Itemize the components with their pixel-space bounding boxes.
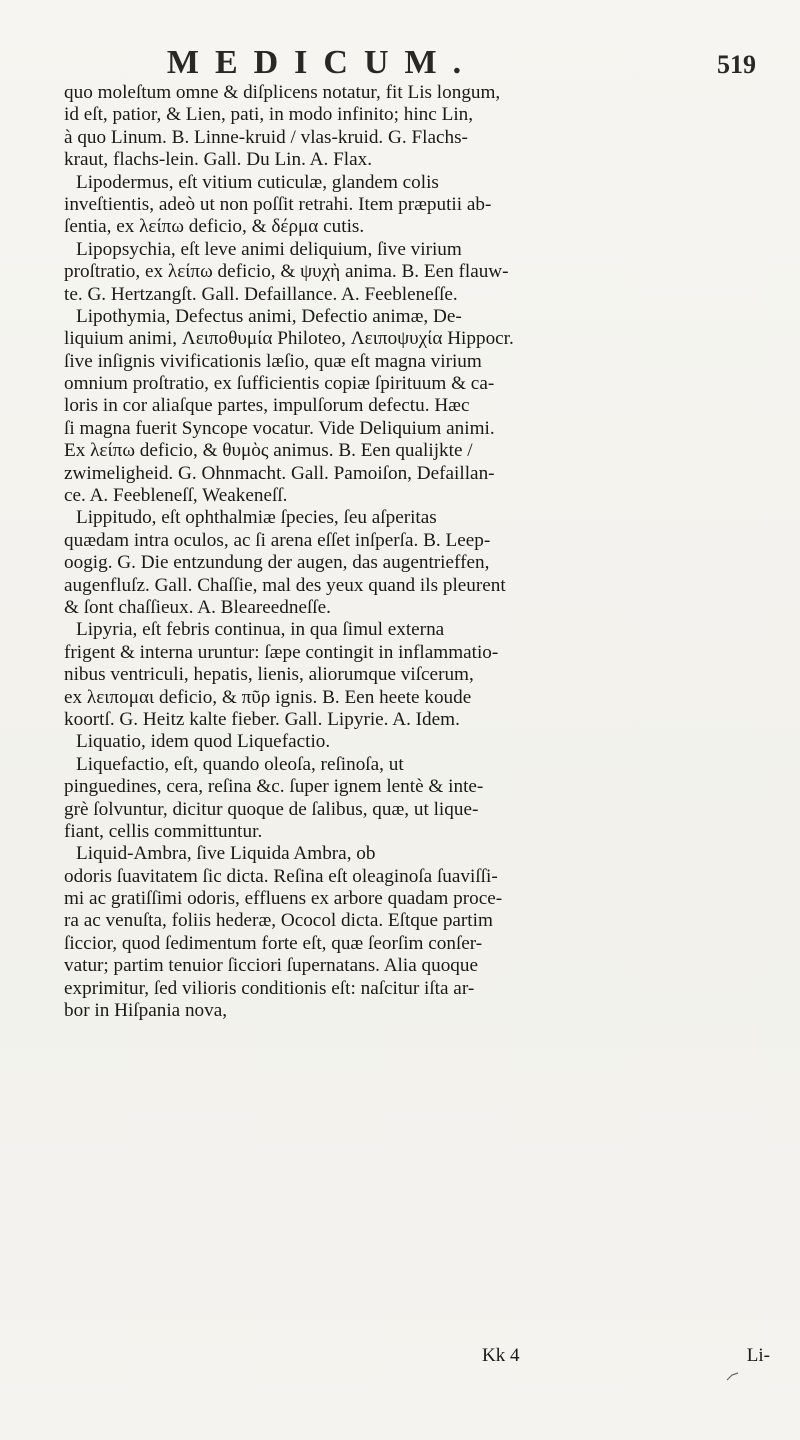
text-line: zwimeligheid. G. Ohnmacht. Gall. Pamoiſon, Defaillan- bbox=[64, 462, 495, 484]
text-line: nibus ventriculi, hepatis, lienis, aliorumque viſcerum, bbox=[64, 664, 474, 686]
text-line: oogig. G. Die entzundung der augen, das augentrieffen, bbox=[64, 552, 490, 574]
text-line: ſentia, ex λείπω deficio, & δέρμα cutis. bbox=[64, 216, 365, 238]
text-line: grè ſolvuntur, dicitur quoque de ſalibus, quæ, ut lique- bbox=[64, 798, 479, 820]
signature-mark: Kk 4 bbox=[482, 1345, 520, 1366]
text-line: inveſtientis, adeò ut non poſſit retrahi. Item præputii ab- bbox=[64, 193, 492, 215]
text-line: Ex λείπω deficio, & θυμὸς animus. B. Een qualijkte / bbox=[64, 440, 473, 462]
entry-liquatio: Liquatio, idem quod Liquefactio. bbox=[76, 731, 331, 753]
text-line: id eſt, patior, & Lien, pati, in modo infinito; hinc Lin, bbox=[64, 104, 474, 126]
text-line: fiant, cellis committuntur. bbox=[64, 820, 263, 842]
entry-lipyria: Lipyria, eſt febris continua, in qua ſimul externa bbox=[76, 619, 445, 641]
text-line: koortſ. G. Heitz kalte fieber. Gall. Lipyrie. A. Idem. bbox=[64, 708, 460, 730]
dictionary-text-column bbox=[64, 82, 770, 1332]
text-line: & ſont chaſſieux. A. Bleareedneſſe. bbox=[64, 596, 331, 618]
text-line: ſiccior, quod ſedimentum forte eſt, quæ ſeorſim conſer- bbox=[64, 932, 483, 954]
text-line: omnium proſtratio, ex ſufficientis copiæ ſpirituum & ca- bbox=[64, 373, 495, 395]
text-line: liquium animi, Λειποθυμία Philoteo, Λειποψυχία Hippocr. bbox=[64, 328, 514, 350]
text-line: augenfluſz. Gall. Chaſſie, mal des yeux quand ils pleurent bbox=[64, 574, 506, 596]
entry-lipothymia: Lipothymia, Defectus animi, Defectio animæ, De- bbox=[76, 305, 462, 327]
page-number: 519 bbox=[717, 50, 756, 79]
running-head: MEDICUM. bbox=[166, 44, 478, 81]
text-line: ce. A. Feebleneſſ, Weakeneſſ. bbox=[64, 485, 288, 507]
text-line: ſi magna fuerit Syncope vocatur. Vide Deliquium animi. bbox=[64, 417, 495, 439]
text-line: à quo Linum. B. Linne-kruid / vlas-kruid. G. Flachs- bbox=[64, 126, 468, 148]
page-footer bbox=[64, 1345, 770, 1369]
text-line: bor in Hiſpania nova, bbox=[64, 1000, 228, 1022]
entry-liquid-ambra: Liquid-Ambra, ſive Liquida Ambra, ob bbox=[76, 843, 376, 865]
text-line: loris in cor aliaſque partes, impulſorum defectu. Hæc bbox=[64, 395, 470, 417]
text-line: quo moleſtum omne & diſplicens notatur, fit Lis longum, bbox=[64, 82, 501, 103]
entry-lipodermus: Lipodermus, eſt vitium cuticulæ, glandem colis bbox=[76, 171, 439, 193]
text-line: ra ac venuſta, foliis hederæ, Ococol dicta. Eſtque partim bbox=[64, 910, 493, 932]
entry-lipopsychia: Lipopsychia, eſt leve animi deliquium, ſive virium bbox=[76, 238, 462, 260]
text-line: ſive inſignis vivificationis læſio, quæ eſt magna virium bbox=[64, 350, 482, 372]
text-line: quædam intra oculos, ac ſi arena eſſet inſperſa. B. Leep- bbox=[64, 529, 491, 551]
page-header bbox=[0, 44, 800, 84]
text-line: mi ac gratiſſimi odoris, effluens ex arbore quadam proce- bbox=[64, 888, 503, 910]
catchword: Li- bbox=[746, 1345, 770, 1366]
text-line: exprimitur, ſed vilioris conditionis eſt: naſcitur iſta ar- bbox=[64, 977, 475, 999]
text-line: vatur; partim tenuior ſicciori ſupernatans. Alia quoque bbox=[64, 955, 479, 977]
text-line: proſtratio, ex λείπω deficio, & ψυχὴ anima. B. Een flauw- bbox=[64, 261, 509, 283]
entry-liquefactio: Liquefactio, eſt, quando oleoſa, reſinoſa, ut bbox=[76, 753, 404, 775]
text-line: kraut, flachs-lein. Gall. Du Lin. A. Flax. bbox=[64, 149, 373, 171]
text-line: pinguedines, cera, reſina &c. ſuper ignem lentè & inte- bbox=[64, 776, 484, 798]
text-line: te. G. Hertzangſt. Gall. Defaillance. A. Feebleneſſe. bbox=[64, 283, 458, 305]
entry-lippitudo: Lippitudo, eſt ophthalmiæ ſpecies, ſeu aſperitas bbox=[76, 507, 437, 529]
text-line: odoris ſuavitatem ſic dicta. Reſina eſt oleaginoſa ſuaviſſi- bbox=[64, 865, 498, 887]
text-line: frigent & interna uruntur: ſæpe contingit in inflammatio- bbox=[64, 641, 499, 663]
ink-speck-mark bbox=[726, 1372, 740, 1382]
text-line: ex λειπομαι deficio, & πῦρ ignis. B. Een heete koude bbox=[64, 686, 472, 708]
